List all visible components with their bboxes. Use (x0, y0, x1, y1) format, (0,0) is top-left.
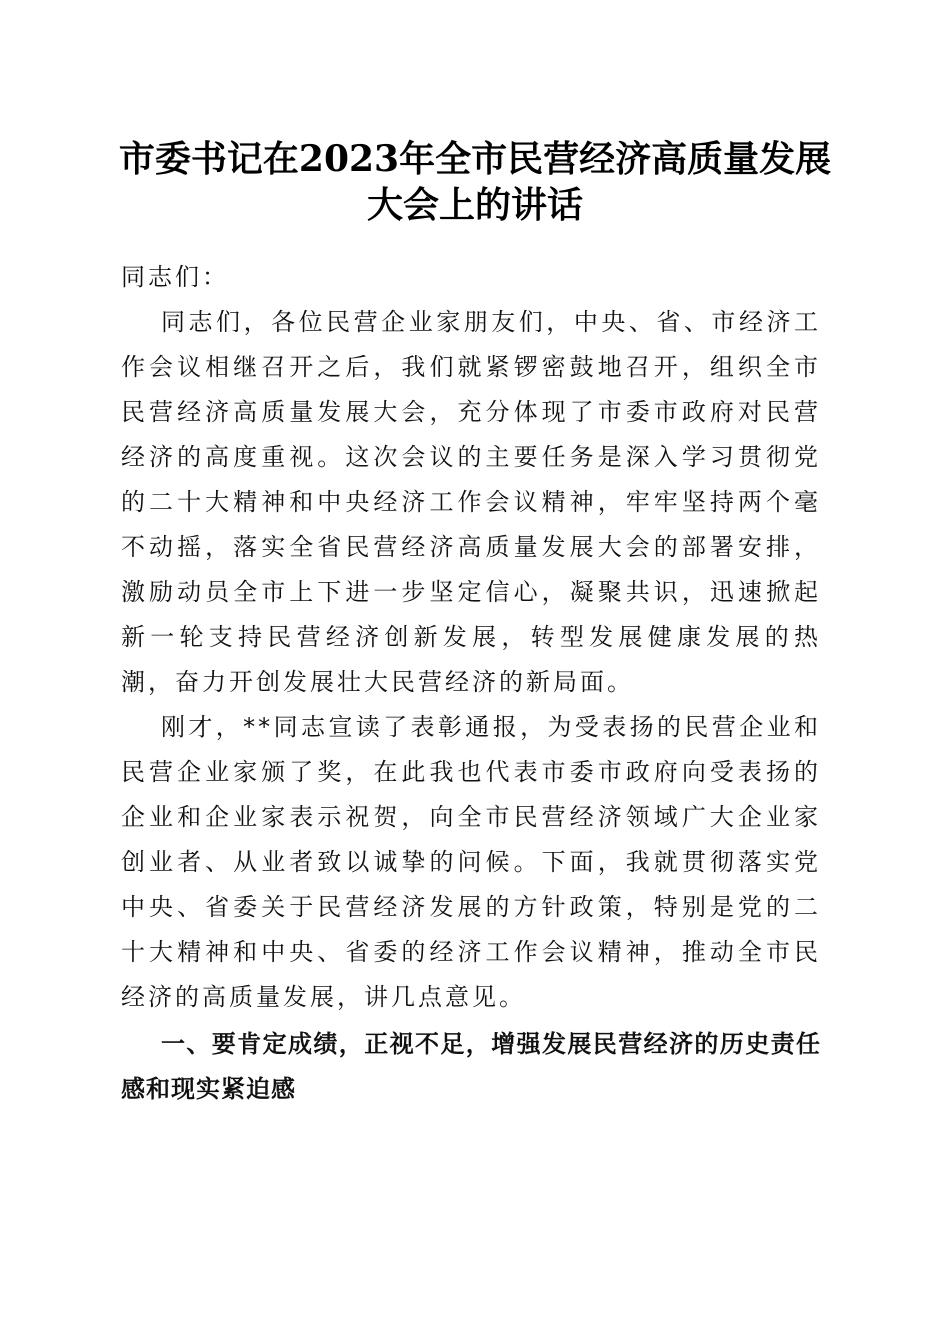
paragraph-1: 同志们，各位民营企业家朋友们，中央、省、市经济工作会议相继召开之后，我们就紧锣密鼓地召开，组织全市民营经济高质量发展大会，充分体现了市委市政府对民营经济的高度重视。这次会议的主要任务是深入学习贯彻党的二十大精神和中央经济工作会议精神，牢牢坚持两个毫不动摇，落实全省民营经济高质量发展大会的部署安排，激励动员全市上下进一步坚定信心，凝聚共识，迅速掀起新一轮支持民营经济创新发展，转型发展健康发展的热潮，奋力开创发展壮大民营经济的新局面。 (121, 308, 821, 696)
paragraph-2: 刚才，**同志宣读了表彰通报，为受表扬的民营企业和民营企业家颁了奖，在此我也代表市委市政府向受表扬的企业和企业家表示祝贺，向全市民营经济领域广大企业家创业者、从业者致以诚挚的问候。下面，我就贯彻落实党中央、省委关于民营经济发展的方针政策，特别是党的二十大精神和中央、省委的经济工作会议精神，推动全市民经济的高质量发展，讲几点意见。 (121, 713, 821, 1011)
section-heading-1: 一、要肯定成绩，正视不足，增强发展民营经济的历史责任感和现实紧迫感 (121, 1030, 821, 1103)
title-line-1: 市委书记在2023年全市民营经济高质量发展 (118, 138, 832, 180)
title-line-2: 大会上的讲话 (366, 184, 583, 226)
salutation: 同志们： (121, 263, 229, 291)
document-body (121, 255, 821, 1112)
document-title (100, 136, 850, 228)
